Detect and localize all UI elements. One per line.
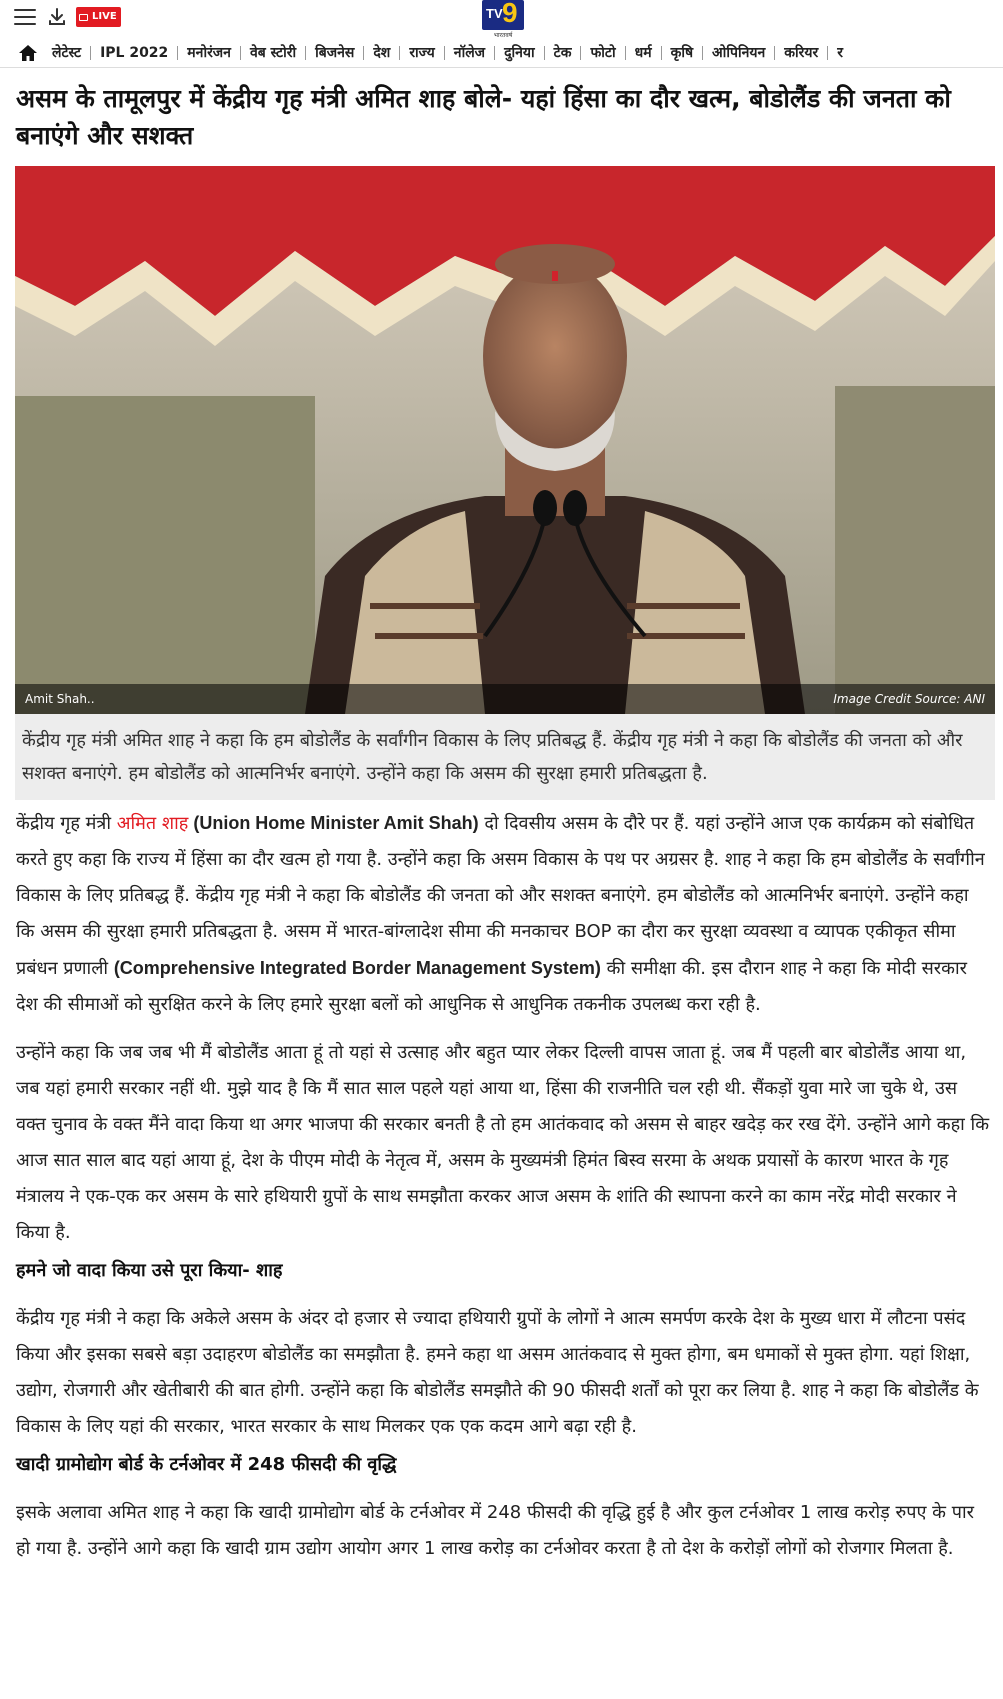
nav-item-photo[interactable]: फोटो [580, 46, 624, 60]
article-hero-image [15, 166, 995, 714]
nav-item-world[interactable]: दुनिया [494, 46, 544, 60]
nav-item-agriculture[interactable]: कृषि [661, 46, 702, 60]
nav-item-ipl[interactable]: IPL 2022 [90, 46, 177, 60]
nav-item-tech[interactable]: टेक [544, 46, 581, 60]
subheading-khadi: खादी ग्रामोद्योग बोर्ड के टर्नओवर में 248 फीसदी की वृद्धि [16, 1454, 397, 1475]
live-tv-icon [79, 14, 88, 21]
speaker-photo [15, 166, 995, 714]
logo-subtitle: भारतवर्ष [493, 32, 513, 39]
live-label: LIVE [92, 11, 117, 22]
paragraph-2: उन्होंने कहा कि जब जब भी मैं बोडोलैंड आता हूं तो यहां से उत्साह और बहुत प्यार लेकर दिल्ली वापस जाता हूं. जब मैं पहली बार बोडोलैंड आया था, जब यहां हमारी सरकार नहीं थी. मुझे याद है कि मैं सात साल पहले यहां आया था, हिंसा की राजनीति चल रही थी. सैंकड़ों युवा मारे जा चुके थे, उस वक्त चुनाव के वक्त मैंने वादा किया था अगर भाजपा की सरकार बनती है तो हम आतंकवाद को असम से बाहर खदेड़ कर रख देंगे. उन्होंने आगे कहा कि आज सात साल बाद यहां आया हूं, देश के पीएम मोदी के नेतृत्व में, असम के मुख्यमंत्री हिमंत बिस्व सरमा के अथक प्रयासों के कारण भारत के गृह मंत्रालय ने एक-एक कर असम के सारे हथियारी ग्रुपों के साथ समझौता करकर आज असम के शांति की स्थापना करने का काम नरेंद्र मोदी सरकार ने किया है. [16, 1042, 990, 1243]
paragraph-3: केंद्रीय गृह मंत्री ने कहा कि अकेले असम के अंदर दो हजार से ज्यादा हथियारी ग्रुपों के लोगों ने आत्म समर्पण करके देश के मुख्य धारा में लौटना पसंद किया और इसका सबसे बड़ा उदाहरण बोडोलैंड का समझौता है. हमने कहा था असम आतंकवाद से मुक्त होगा, बम धमाकों से मुक्त होगा. यहां शिक्षा, उद्योग, रोजगारी और खेतीबारी की बात होगी. उन्होंने कहा कि बोडोलैंड समझौते की 90 फीसदी शर्तों को पूरा कर लिया है. शाह ने कहा कि बोडोलैंड के विकास के लिए यहां की सरकार, भारत सरकार के साथ मिलकर एक एक कदम आगे बढ़ा रही है. [16, 1308, 979, 1437]
paragraph-1-bold-a: (Union Home Minister Amit Shah) [188, 813, 479, 833]
image-info-bar [15, 684, 995, 714]
tv9-logo[interactable] [482, 0, 524, 38]
subheading-promise: हमने जो वादा किया उसे पूरा किया- शाह [16, 1260, 283, 1281]
article-headline: असम के तामूलपुर में केंद्रीय गृह मंत्री अमित शाह बोले- यहां हिंसा का दौर खत्म, बोडोलैंड की जनता को बनाएंगे और सशक्त [16, 84, 951, 150]
nav-item-country[interactable]: देश [363, 46, 399, 60]
nav-item-state[interactable]: राज्य [399, 46, 443, 60]
live-button[interactable] [76, 7, 121, 27]
paragraph-1-bold-b: (Comprehensive Integrated Border Management System) [113, 958, 601, 978]
download-icon[interactable] [46, 6, 68, 28]
paragraph-1-text-b: दो दिवसीय असम के दौरे पर हैं. यहां उन्होंने आज एक कार्यक्रम को संबोधित करते हुए कहा कि राज्य में हिंसा का दौर खत्म हो गया है. उन्होंने कहा कि असम विकास के पथ पर अग्रसर है. शाह ने कहा कि हम बोडोलैंड के सर्वांगीन विकास के लिए प्रतिबद्ध हैं. केंद्रीय गृह मंत्री ने कहा कि बोडोलैंड की जनता को और सशक्त बनाएंगे. हम बोडोलैंड को आत्मनिर्भर बनाएंगे. उन्होंने कहा कि असम की सुरक्षा हमारी प्रतिबद्धता है. असम में भारत-बांग्लादेश सीमा की मनकाचर BOP का दौरा कर सुरक्षा व्यवस्था व व्यापक एकीकृत सीमा प्रबंधन प्रणाली [16, 813, 985, 979]
image-caption: केंद्रीय गृह मंत्री अमित शाह ने कहा कि हम बोडोलैंड के सर्वांगीन विकास के लिए प्रतिबद्ध हैं. केंद्रीय गृह मंत्री ने कहा कि बोडोलैंड की जनता को और सशक्त बनाएंगे. हम बोडोलैंड को आत्मनिर्भर बनाएंगे. उन्होंने कहा कि असम की सुरक्षा हमारी प्रतिबद्धता है. [15, 714, 995, 800]
hamburger-icon[interactable] [14, 9, 36, 27]
amit-shah-link[interactable]: अमित शाह [116, 813, 189, 834]
logo-nine-text: 9 [502, 0, 518, 28]
paragraph-1-text-c: की समीक्षा की. इस दौरान शाह ने कहा कि मोदी सरकार देश की सीमाओं को सुरक्षित करने के लिए हमारे सुरक्षा बलों को आधुनिक से आधुनिक तकनीक उपलब्ध करा रही है. [16, 958, 967, 1015]
top-bar [0, 0, 1003, 39]
nav-item-knowledge[interactable]: नॉलेज [444, 46, 494, 60]
image-credit: Image Credit Source: ANI [833, 692, 985, 706]
nav-item-career[interactable]: करियर [774, 46, 827, 60]
paragraph-1 [16, 805, 992, 1023]
nav-item-business[interactable]: बिजनेस [305, 46, 363, 60]
nav-item-latest[interactable]: लेटेस्ट [52, 44, 82, 61]
paragraph-4: इसके अलावा अमित शाह ने कहा कि खादी ग्रामोद्योग बोर्ड के टर्नओवर में 248 फीसदी की वृद्धि हुई है और कुल टर्नओवर 1 लाख करोड़ रुपए के पार हो गया है. उन्होंने आगे कहा कि खादी ग्राम उद्योग आयोग अगर 1 लाख करोड़ का टर्नओवर करता है तो देश के करोड़ों लोगों को रोजगार मिलता है. [16, 1502, 974, 1559]
image-label: Amit Shah.. [25, 692, 95, 706]
nav-item-entertainment[interactable]: मनोरंजन [177, 46, 240, 60]
paragraph-1-text-a: केंद्रीय गृह मंत्री [16, 813, 117, 834]
home-icon[interactable] [18, 44, 38, 62]
nav-item-more[interactable]: र [827, 46, 852, 60]
nav-item-web-story[interactable]: वेब स्टोरी [240, 46, 305, 60]
article-body [16, 805, 992, 1579]
nav-item-opinion[interactable]: ओपिनियन [702, 46, 774, 60]
logo-tv-text: TV [486, 6, 503, 21]
nav-item-religion[interactable]: धर्म [625, 46, 661, 60]
main-nav [0, 38, 1003, 68]
